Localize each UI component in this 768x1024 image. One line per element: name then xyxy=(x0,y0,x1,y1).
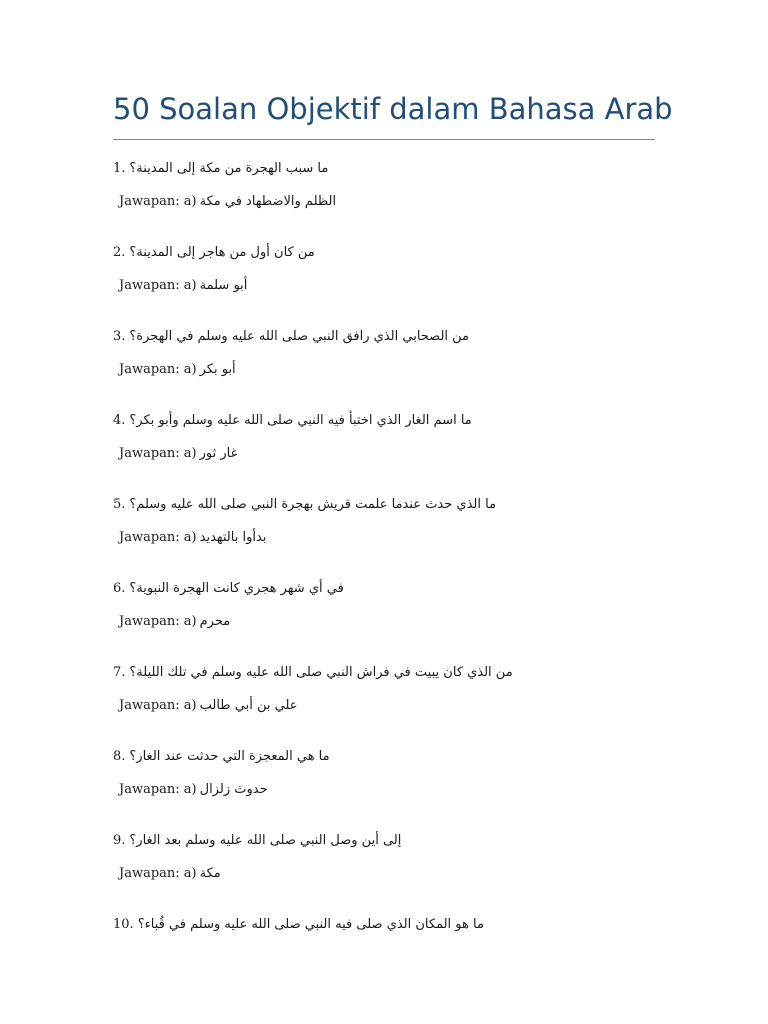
answer-text: غار ثور xyxy=(199,445,238,461)
answer-line xyxy=(119,694,298,716)
answer-line xyxy=(119,526,266,548)
question-line xyxy=(113,157,328,179)
question-item xyxy=(113,829,673,913)
question-text: ما سبب الهجرة من مكة إلى المدينة؟ xyxy=(129,160,329,176)
answer-label: Jawapan: a) xyxy=(119,529,197,545)
answer-line xyxy=(119,610,230,632)
question-number: 8. xyxy=(113,748,126,764)
answer-line xyxy=(119,190,336,212)
question-item xyxy=(113,745,673,829)
answer-line xyxy=(119,274,247,296)
answer-text: علي بن أبي طالب xyxy=(199,697,298,713)
answer-text: الظلم والاضطهاد في مكة xyxy=(199,193,337,209)
question-item xyxy=(113,157,673,241)
question-line xyxy=(113,661,513,683)
question-item xyxy=(113,493,673,577)
document-title: 50 Soalan Objektif dalam Bahasa Arab xyxy=(113,92,673,126)
answer-text: أبو بكر xyxy=(199,361,236,377)
question-item xyxy=(113,661,673,745)
answer-text: حدوث زلزال xyxy=(199,781,268,797)
question-line xyxy=(113,745,330,767)
answer-line xyxy=(119,778,268,800)
question-line xyxy=(113,913,484,935)
question-text: إلى أين وصل النبي صلى الله عليه وسلم بعد الغار؟ xyxy=(129,832,402,848)
question-line xyxy=(113,241,315,263)
question-text: ما اسم الغار الذي اختبأ فيه النبي صلى الله عليه وسلم وأبو بكر؟ xyxy=(129,412,472,428)
question-item xyxy=(113,577,673,661)
title-underline xyxy=(113,139,655,140)
answer-label: Jawapan: a) xyxy=(119,781,197,797)
question-number: 1. xyxy=(113,160,126,176)
question-line xyxy=(113,493,496,515)
question-item xyxy=(113,913,673,997)
question-number: 5. xyxy=(113,496,126,512)
question-line xyxy=(113,325,469,347)
question-number: 3. xyxy=(113,328,126,344)
question-list xyxy=(113,157,673,997)
answer-line xyxy=(119,358,236,380)
answer-label: Jawapan: a) xyxy=(119,445,197,461)
question-item xyxy=(113,325,673,409)
question-number: 2. xyxy=(113,244,126,260)
question-number: 9. xyxy=(113,832,126,848)
answer-text: أبو سلمة xyxy=(199,277,248,293)
question-item xyxy=(113,409,673,493)
answer-line xyxy=(119,862,221,884)
question-text: ما هو المكان الذي صلى فيه النبي صلى الله عليه وسلم في قُباء؟ xyxy=(137,916,484,932)
question-number: 7. xyxy=(113,664,126,680)
answer-text: بدأوا بالتهديد xyxy=(199,529,267,545)
question-line xyxy=(113,409,472,431)
answer-text: مكة xyxy=(199,865,221,881)
answer-label: Jawapan: a) xyxy=(119,613,197,629)
question-number: 6. xyxy=(113,580,126,596)
question-text: من الصحابي الذي رافق النبي صلى الله عليه وسلم في الهجرة؟ xyxy=(129,328,470,344)
question-text: من الذي كان يبيت في فراش النبي صلى الله عليه وسلم في تلك الليلة؟ xyxy=(129,664,513,680)
answer-label: Jawapan: a) xyxy=(119,697,197,713)
answer-label: Jawapan: a) xyxy=(119,193,197,209)
answer-line xyxy=(119,442,237,464)
question-text: في أي شهر هجري كانت الهجرة النبوية؟ xyxy=(129,580,344,596)
question-text: ما هي المعجزة التي حدثت عند الغار؟ xyxy=(129,748,330,764)
question-number: 10. xyxy=(113,916,134,932)
answer-label: Jawapan: a) xyxy=(119,277,197,293)
answer-text: محرم xyxy=(199,613,231,629)
answer-label: Jawapan: a) xyxy=(119,361,197,377)
question-line xyxy=(113,577,344,599)
question-item xyxy=(113,241,673,325)
question-line xyxy=(113,829,401,851)
question-number: 4. xyxy=(113,412,126,428)
answer-label: Jawapan: a) xyxy=(119,865,197,881)
question-text: ما الذي حدث عندما علمت قريش بهجرة النبي صلى الله عليه وسلم؟ xyxy=(129,496,497,512)
question-text: من كان أول من هاجر إلى المدينة؟ xyxy=(129,244,315,260)
